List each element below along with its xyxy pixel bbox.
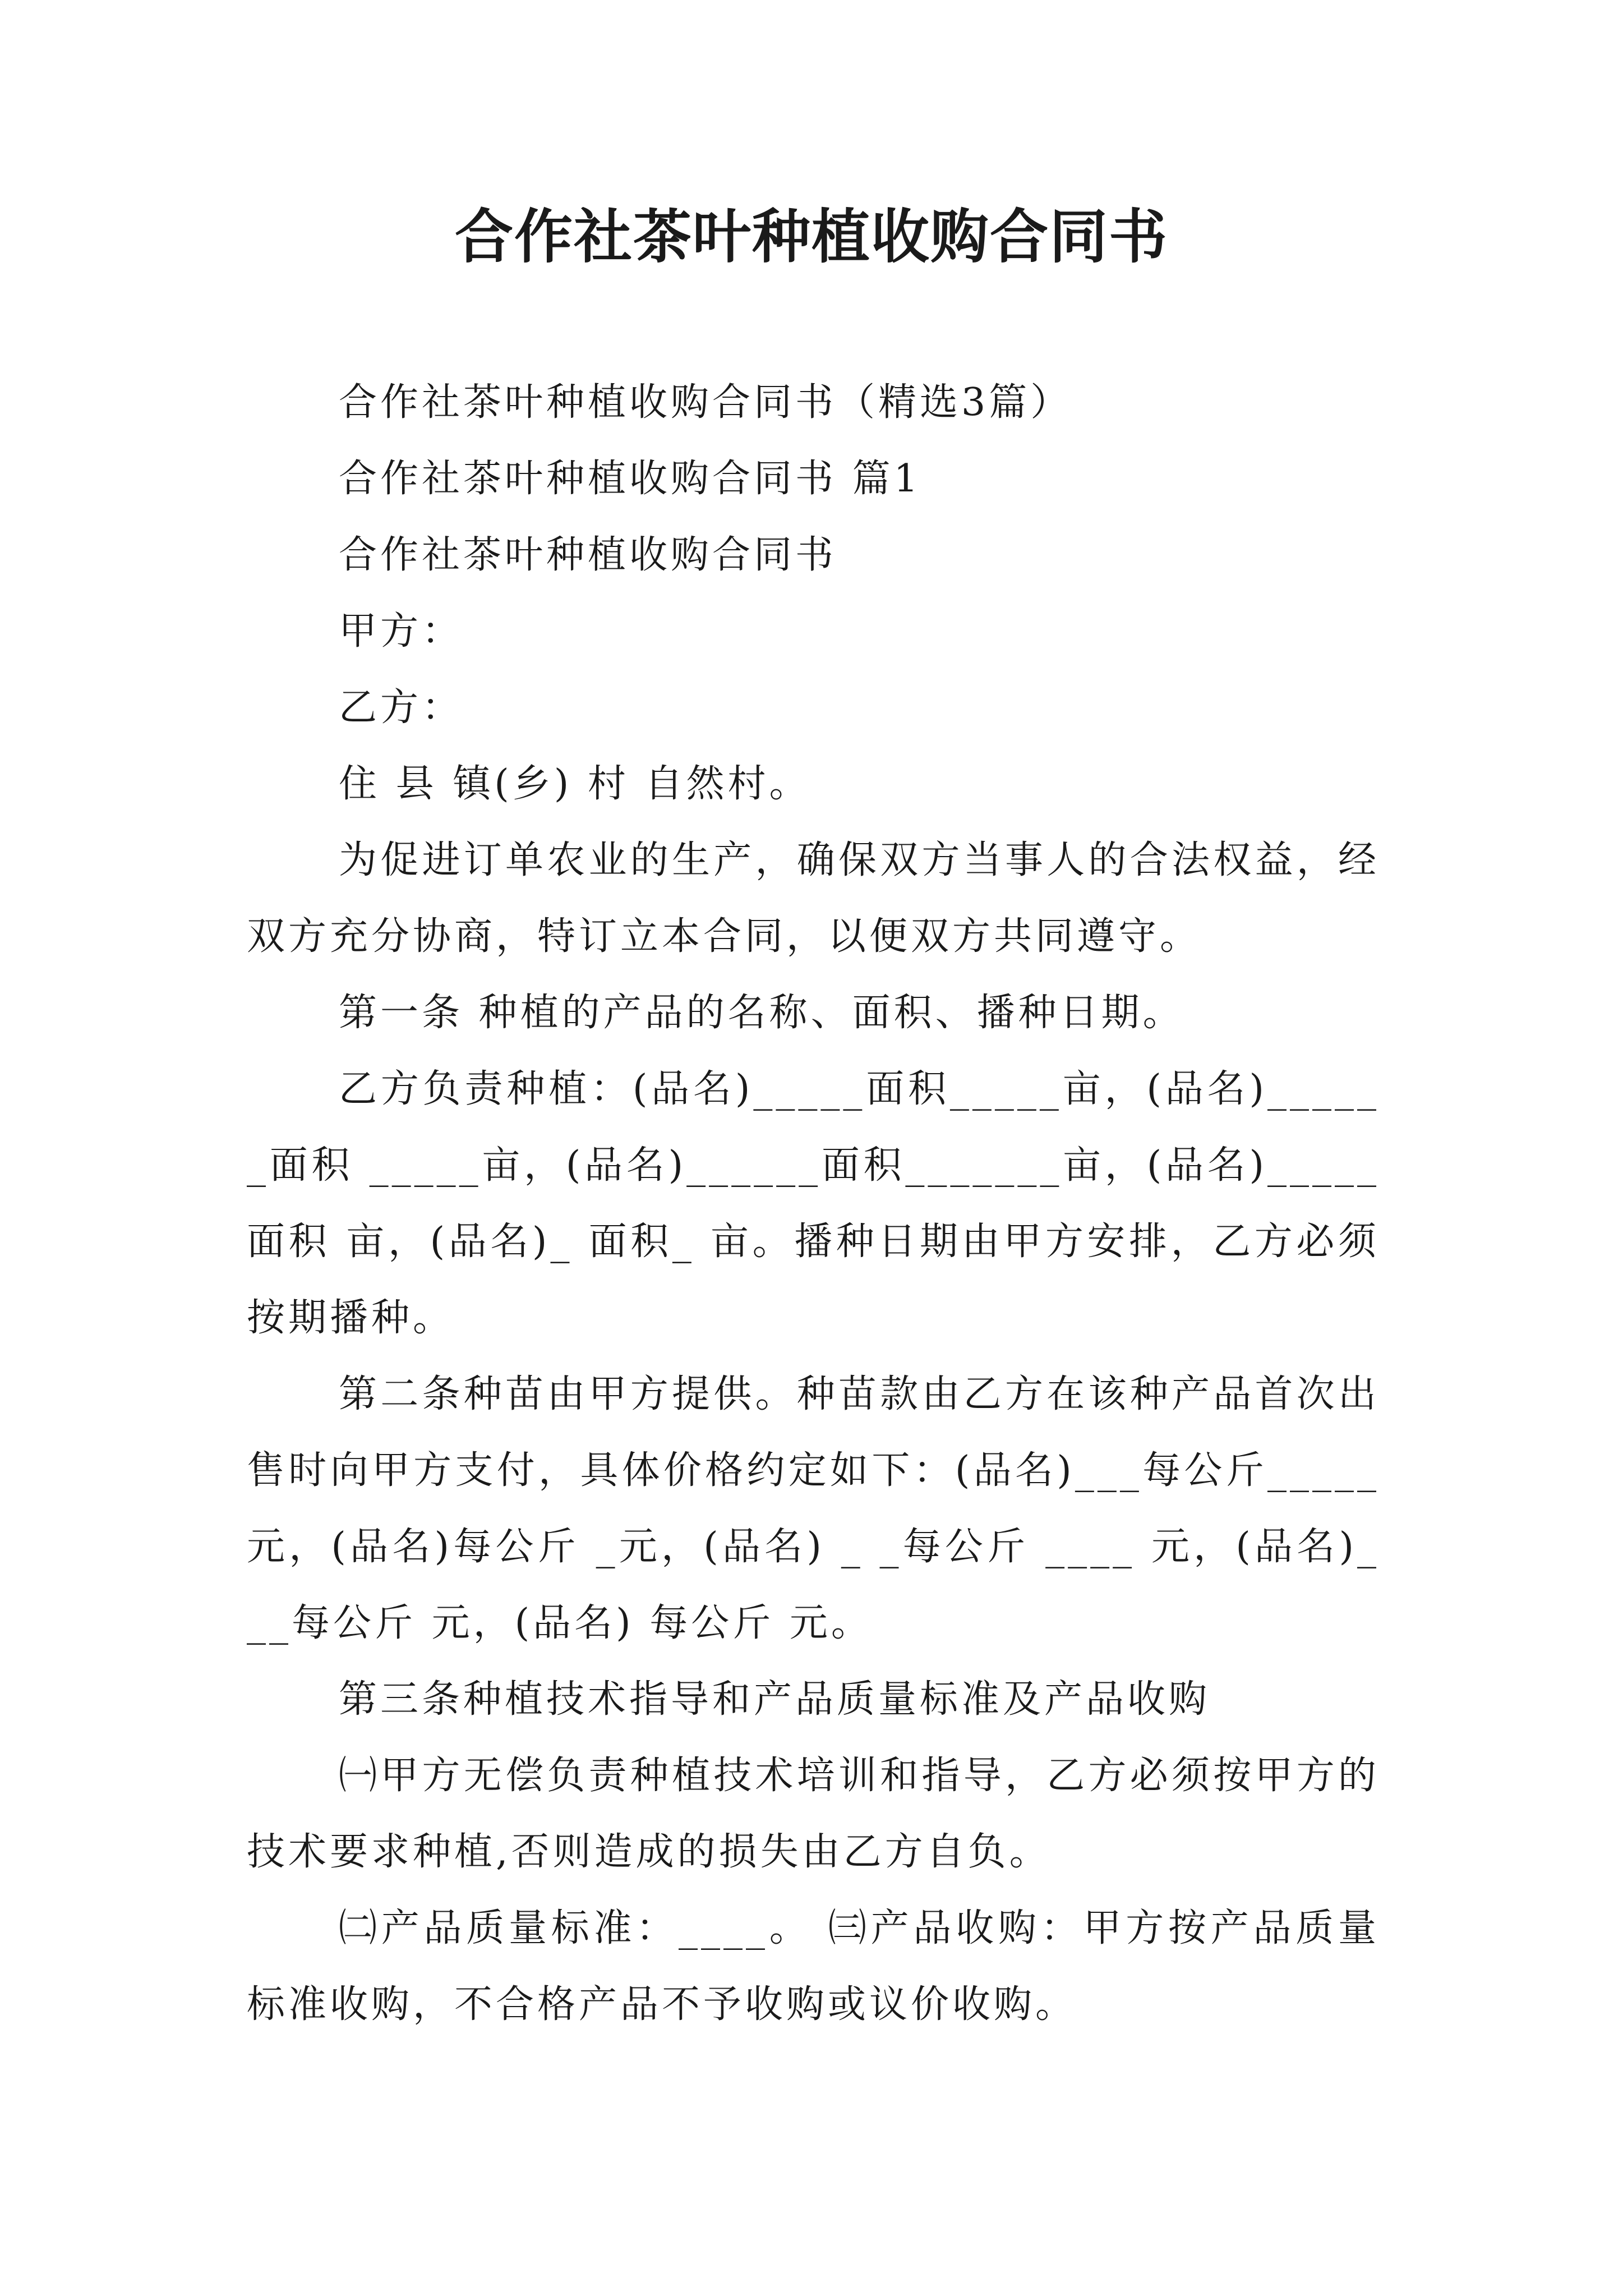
paragraph-article-2: 第二条种苗由甲方提供。种苗款由乙方在该种产品首次出售时向甲方支付，具体价格约定如下：(品名)___每公斤_____元，(品名)每公斤 _元，(品名) _ _每公斤 ____ 元，(品名)___每公斤 元，(品名) 每公斤 元。 <box>247 1372 1380 1645</box>
paragraph-article-1-heading: 第一条 种植的产品的名称、面积、播种日期。 <box>339 991 1184 1035</box>
paragraph-article-3-item-1: ㈠甲方无偿负责种植技术培训和指导，乙方必须按甲方的技术要求种植,否则造成的损失由乙方自负。 <box>247 1754 1380 1874</box>
paragraph-article-1-body: 乙方负责种植：(品名)_____面积_____亩，(品名)______面积 _____亩，(品名)______面积_______亩，(品名)_____面积 亩，(品名)_ 面积_ 亩。播种日期由甲方安排，乙方必须按期播种。 <box>247 1067 1380 1340</box>
document-title: 合作社茶叶种植收购合同书 <box>454 203 1168 271</box>
paragraph-subtitle: 合作社茶叶种植收购合同书（精选3篇） <box>339 380 1072 425</box>
paragraph-contract-name: 合作社茶叶种植收购合同书 <box>339 533 837 577</box>
document-body <box>247 365 1380 2043</box>
paragraph-article-3-heading: 第三条种植技术指导和产品质量标准及产品收购 <box>339 1677 1211 1722</box>
paragraph-party-a: 甲方： <box>339 609 464 654</box>
paragraph-party-b: 乙方： <box>339 685 464 730</box>
paragraph-preamble: 为促进订单农业的生产，确保双方当事人的合法权益，经双方充分协商，特订立本合同，以便双方共同遵守。 <box>247 838 1380 959</box>
paragraph-article-3-item-2-3: ㈡产品质量标准：____。 ㈢产品收购：甲方按产品质量标准收购，不合格产品不予收购或议价收购。 <box>247 1906 1380 2027</box>
paragraph-address: 住 县 镇(乡) 村 自然村。 <box>339 762 811 806</box>
paragraph-part-heading: 合作社茶叶种植收购合同书 篇1 <box>339 457 921 501</box>
